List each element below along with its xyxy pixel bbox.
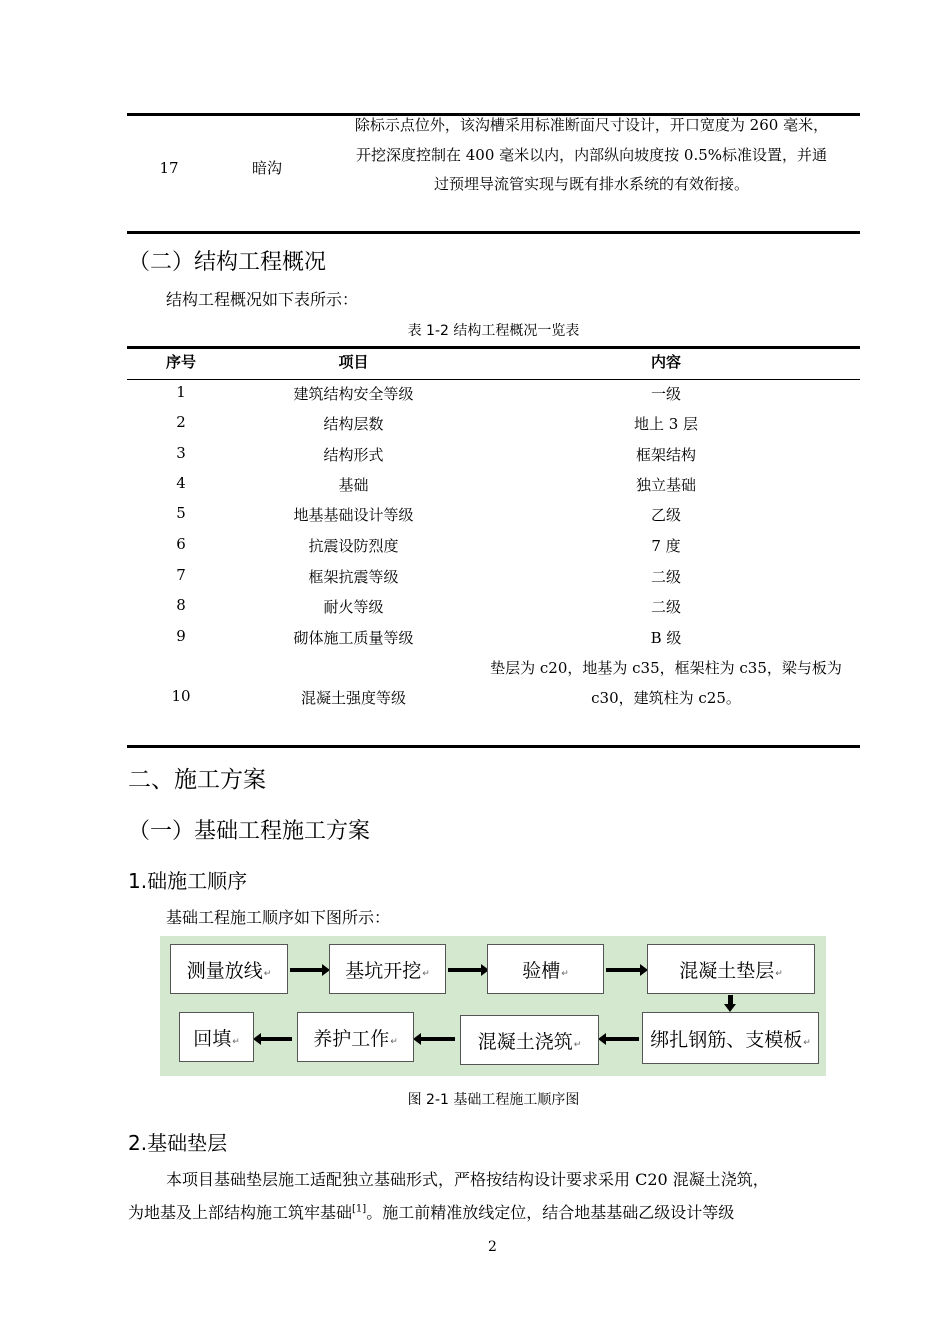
prev-row-content-line1: 除标示点位外，该沟槽采用标准断面尺寸设计，开口宽度为 260 毫米， [354, 116, 829, 134]
cell-content: 7 度 [651, 537, 681, 555]
table-row [127, 471, 860, 501]
citation-ref[interactable]: [1] [352, 1203, 367, 1215]
cell-no: 4 [176, 474, 186, 492]
page-number: 2 [488, 1239, 497, 1255]
flowchart [160, 936, 826, 1076]
cell-no: 1 [176, 383, 186, 401]
cell-item: 抗震设防烈度 [308, 537, 399, 555]
cell-no: 10 [171, 687, 191, 705]
flow-box-cushion: 混凝土垫层 ↵ [647, 944, 815, 994]
table-row [127, 380, 860, 410]
subsection-heading-foundation: （一）基础工程施工方案 [128, 819, 371, 844]
section-heading-plan: 二、施工方案 [128, 767, 266, 793]
step1-intro: 基础工程施工顺序如下图所示： [166, 908, 391, 927]
paragraph-mark-icon: ↵ [775, 969, 783, 979]
table-header-item: 项目 [338, 353, 369, 371]
table-row [127, 654, 860, 714]
cell-no: 8 [176, 596, 186, 614]
table-header-content: 内容 [650, 353, 681, 371]
table-row [127, 501, 860, 531]
paragraph-mark-icon: ↵ [803, 1038, 811, 1048]
figure-caption: 图 2-1 基础工程施工顺序图 [407, 1092, 580, 1108]
step1-heading: 1.础施工顺序 [128, 869, 248, 893]
flow-box-inspection: 验槽 ↵ [487, 944, 604, 994]
paragraph-mark-icon: ↵ [561, 969, 569, 979]
cell-no: 6 [176, 535, 186, 553]
cell-content: 框架结构 [635, 446, 696, 464]
table-row [127, 563, 860, 593]
cell-content: B 级 [650, 629, 682, 647]
arrow-right-icon [290, 968, 324, 972]
table-row [127, 532, 860, 562]
cell-content: 地上 3 层 [633, 415, 699, 433]
table-top-rule [127, 346, 860, 349]
cell-content: 二级 [650, 568, 681, 586]
cell-content: 一级 [650, 385, 681, 403]
cell-item: 结构层数 [323, 415, 384, 433]
paragraph-mark-icon: ↵ [422, 969, 430, 979]
cell-no: 7 [176, 566, 186, 584]
cell-item: 耐火等级 [323, 598, 384, 616]
table-row [127, 593, 860, 623]
table-row [127, 410, 860, 440]
cell-item: 基础 [338, 476, 369, 494]
flow-box-pouring: 混凝土浇筑 ↵ [460, 1015, 599, 1065]
cell-no: 5 [176, 504, 186, 522]
flow-box-curing: 养护工作 ↵ [297, 1012, 414, 1062]
table-caption: 表 1-2 结构工程概况一览表 [407, 323, 580, 339]
arrow-left-icon [259, 1037, 292, 1041]
prev-row-content-line3: 过预埋导流管实现与既有排水系统的有效衔接。 [433, 175, 749, 193]
table-bottom-rule [127, 745, 860, 748]
cell-item: 砌体施工质量等级 [293, 629, 414, 647]
cell-item: 建筑结构安全等级 [293, 385, 414, 403]
arrow-left-icon [604, 1037, 639, 1041]
prev-row-item: 暗沟 [251, 159, 282, 177]
step2-heading: 2.基础垫层 [128, 1131, 228, 1155]
flow-box-backfill: 回填 ↵ [179, 1012, 254, 1062]
cell-content-line2: c30，建筑柱为 c25。 [591, 689, 741, 707]
cell-content: 二级 [650, 598, 681, 616]
step2-line2: 为地基及上部结构施工筑牢基础[1]。施工前精准放线定位，结合地基基础乙级设计等级 [128, 1203, 735, 1222]
cell-item: 结构形式 [323, 446, 384, 464]
cell-item: 地基基础设计等级 [293, 506, 414, 524]
cell-no: 3 [176, 444, 186, 462]
paragraph-mark-icon: ↵ [390, 1037, 398, 1047]
prev-row-content-line2: 开挖深度控制在 400 毫米以内，内部纵向坡度按 0.5%标准设置，并通 [355, 146, 828, 164]
paragraph-mark-icon: ↵ [232, 1037, 240, 1047]
cell-no: 9 [176, 627, 186, 645]
arrow-left-icon [419, 1037, 455, 1041]
flow-box-survey: 测量放线 ↵ [170, 944, 288, 994]
table-header-no: 序号 [165, 353, 196, 371]
arrow-down-icon [728, 995, 733, 1005]
flow-box-rebar-formwork: 绑扎钢筋、支模板 ↵ [642, 1012, 819, 1064]
table-row [127, 441, 860, 471]
arrow-right-icon [606, 968, 642, 972]
table-row [127, 624, 860, 654]
structure-intro: 结构工程概况如下表所示： [166, 290, 359, 309]
cell-content-line1: 垫层为 c20，地基为 c35，框架柱为 c35，梁与板为 [490, 659, 842, 677]
cell-content: 独立基础 [635, 476, 696, 494]
prev-table-bottom-rule [127, 231, 860, 234]
paragraph-mark-icon: ↵ [263, 969, 272, 979]
arrow-right-icon [448, 968, 483, 972]
prev-row-no: 17 [159, 159, 179, 177]
paragraph-mark-icon: ↵ [573, 1040, 582, 1050]
cell-item: 框架抗震等级 [308, 568, 399, 586]
cell-content: 乙级 [650, 506, 681, 524]
step2-line1: 本项目基础垫层施工适配独立基础形式，严格按结构设计要求采用 C20 混凝土浇筑， [166, 1170, 769, 1189]
cell-no: 2 [176, 413, 186, 431]
flow-box-excavation: 基坑开挖 ↵ [329, 944, 446, 994]
section-heading-structure: （二）结构工程概况 [128, 250, 327, 275]
cell-item: 混凝土强度等级 [300, 689, 406, 707]
